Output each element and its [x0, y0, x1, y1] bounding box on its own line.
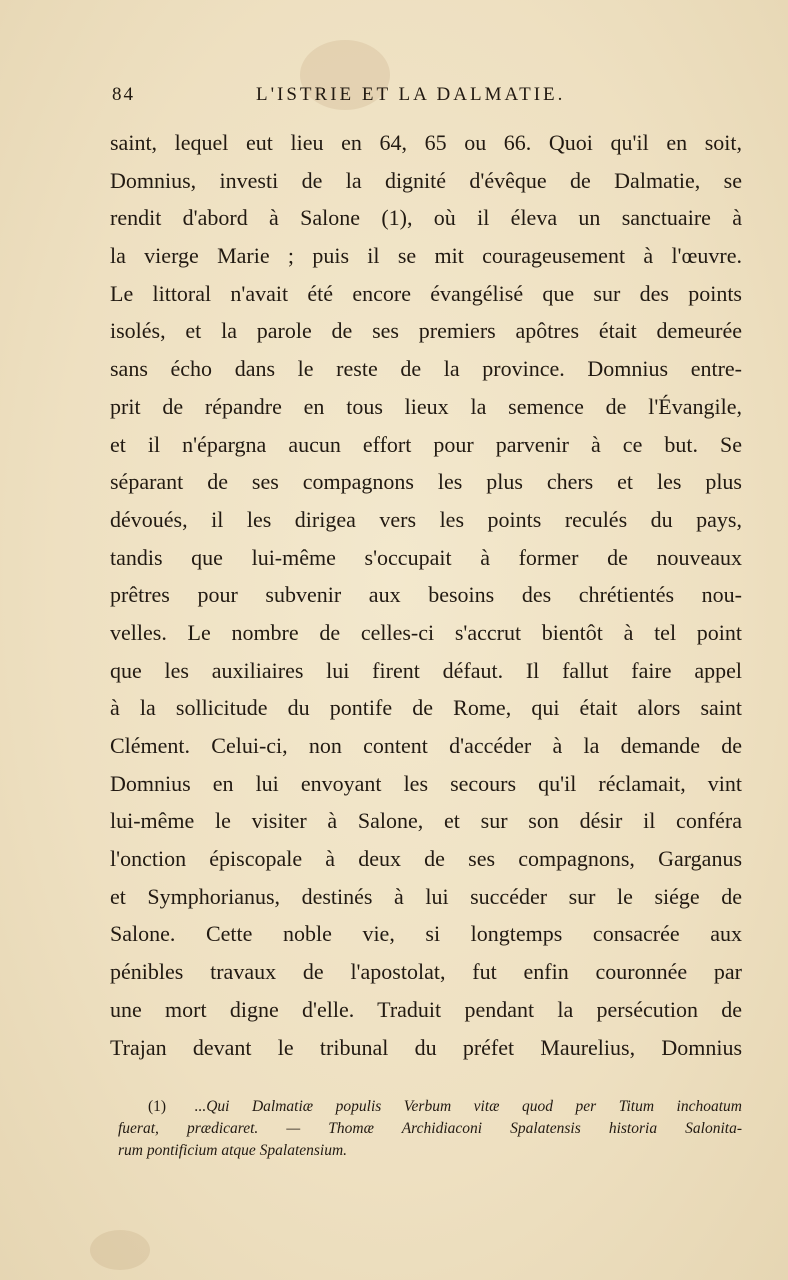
text-line: Domnius en lui envoyant les secours qu'il réclamait, vint [110, 770, 742, 796]
footnote-line [118, 1096, 742, 1118]
text-line: Domnius, investi de la dignité d'évêque de Dalmatie, se [110, 167, 742, 193]
body-text [110, 124, 742, 1066]
text-line: Le littoral n'avait été encore évangélisé que sur des points [110, 280, 742, 306]
text-line: pénibles travaux de l'apostolat, fut enfin couronnée par [110, 959, 742, 985]
text-line: velles. Le nombre de celles-ci s'accrut bientôt à tel point [110, 619, 742, 645]
text-line: une mort digne d'elle. Traduit pendant la persécution de [110, 996, 742, 1022]
text-line: que les auxiliaires lui firent défaut. Il fallut faire appel [110, 657, 742, 683]
text-line: tandis que lui-même s'occupait à former de nouveaux [110, 544, 742, 570]
text-line: à la sollicitude du pontife de Rome, qui était alors saint [110, 695, 742, 721]
footnote-text: ...Qui Dalmatiæ populis Verbum vitæ quod per Titum inchoatum [194, 1098, 742, 1115]
page-number: 84 [112, 84, 135, 105]
footnote-line: fuerat, prædicaret. — Thomæ Archidiaconi Spalatensis historia Salonita- [118, 1120, 742, 1137]
text-line: saint, lequel eut lieu en 64, 65 ou 66. Quoi qu'il en soit, [110, 130, 742, 155]
running-header [112, 84, 672, 108]
footnote-marker: (1) [148, 1098, 167, 1115]
text-line: dévoués, il les dirigea vers les points reculés du pays, [110, 506, 742, 532]
text-line: l'onction épiscopale à deux de ses compagnons, Garganus [110, 846, 742, 872]
footnote [118, 1096, 742, 1162]
text-line: la vierge Marie ; puis il se mit courageusement à l'œuvre. [110, 243, 742, 269]
text-line: rendit d'abord à Salone (1), où il éleva un sanctuaire à [110, 205, 742, 231]
running-title: L'ISTRIE ET LA DALMATIE. [256, 84, 566, 105]
text-line: séparant de ses compagnons les plus chers et les plus [110, 469, 742, 495]
paper-stain [90, 1230, 150, 1270]
text-line: Salone. Cette noble vie, si longtemps consacrée aux [110, 921, 742, 947]
text-line: et Symphorianus, destinés à lui succéder sur le siége de [110, 883, 742, 909]
text-line: Trajan devant le tribunal du préfet Maurelius, Domnius [110, 1034, 742, 1060]
text-line: sans écho dans le reste de la province. Domnius entre- [110, 356, 742, 382]
text-line: Clément. Celui-ci, non content d'accéder à la demande de [110, 733, 742, 758]
text-line: prit de répandre en tous lieux la semence de l'Évangile, [110, 393, 742, 419]
text-line: isolés, et la parole de ses premiers apôtres était demeurée [110, 318, 742, 344]
text-line: et il n'épargna aucun effort pour parvenir à ce but. Se [110, 431, 742, 457]
footnote-line: rum pontificium atque Spalatensium. [118, 1142, 348, 1159]
text-line: lui-même le visiter à Salone, et sur son désir il conféra [110, 808, 742, 834]
text-line: prêtres pour subvenir aux besoins des chrétientés nou- [110, 582, 742, 608]
